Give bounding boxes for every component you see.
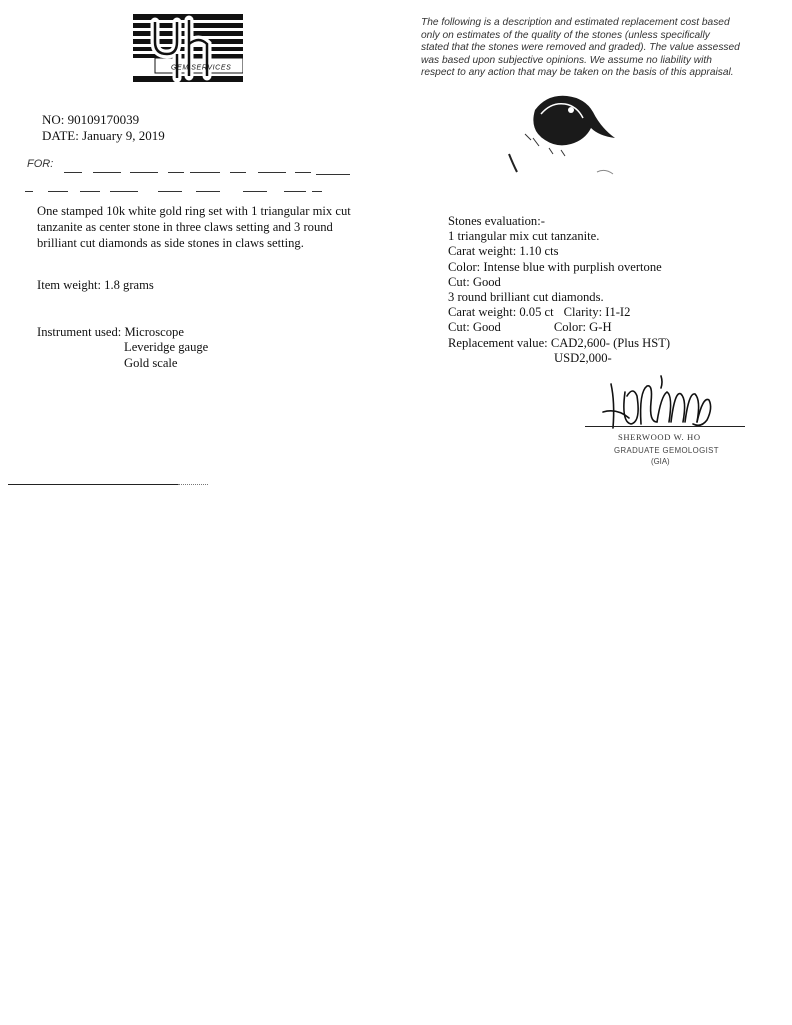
yh-gem-services-logo [133, 14, 243, 84]
blank-line [130, 172, 158, 173]
instrument-item: Microscope [124, 325, 184, 339]
diamonds-desc: 3 round brilliant cut diamonds. [448, 290, 604, 305]
disclaimer-line: was based upon subjective opinions. We assume no liability with [421, 54, 712, 66]
blank-line [312, 191, 322, 192]
logo-tagline: GEM SERVICES [171, 64, 232, 72]
blank-line [230, 172, 246, 173]
signatory-name: SHERWOOD W. HO [618, 432, 701, 442]
diamond-cut: Cut: Good [448, 320, 501, 335]
replacement-value [448, 336, 748, 351]
replacement-usd: USD2,000- [554, 350, 612, 365]
replacement-label: Replacement value: [448, 335, 548, 350]
blank-line [316, 174, 350, 175]
item-weight: Item weight: 1.8 grams [37, 278, 154, 292]
diamond-carat: Carat weight: 0.05 ct [448, 305, 554, 320]
instruments-used [37, 325, 208, 371]
blank-line [158, 191, 182, 192]
stones-evaluation [448, 214, 748, 366]
blank-line [64, 172, 82, 173]
blank-line [93, 172, 121, 173]
tanzanite-color: Color: Intense blue with purplish overtone [448, 259, 662, 274]
blank-line [258, 172, 286, 173]
replacement-cad: CAD2,600- (Plus HST) [550, 335, 671, 350]
blank-line [80, 191, 100, 192]
evaluation-title: Stones evaluation:- [448, 214, 545, 228]
instrument-item: Leveridge gauge [124, 340, 209, 355]
disclaimer-line: The following is a description and estimated replacement cost based [421, 17, 730, 28]
blank-line [168, 172, 184, 173]
blank-line [284, 191, 306, 192]
blank-line [25, 191, 33, 192]
signatory-title: GRADUATE GEMOLOGIST [614, 446, 719, 455]
instrument-item: Gold scale [124, 355, 178, 370]
item-description: One stamped 10k white gold ring set with 1 triangular mix cut tanzanite as center stone in three claws setting and 3 round brilliant cut diamonds as side stones in claws setting. [37, 204, 351, 250]
bottom-rule-dots [178, 484, 208, 486]
signatory-credential: (GIA) [651, 457, 670, 466]
disclaimer-text [421, 17, 751, 80]
diamond-carat-clarity [448, 305, 748, 320]
signature-line [585, 426, 745, 427]
embossed-seal [505, 88, 625, 188]
diamond-clarity: Clarity: I1-I2 [563, 305, 631, 320]
diamond-cut-color [448, 320, 748, 335]
disclaimer-line: stated that the stones were removed and graded). The value assessed [421, 42, 740, 54]
for-label: FOR: [27, 158, 54, 170]
bottom-rule [8, 484, 178, 485]
blank-line [295, 172, 311, 173]
appraisal-date: DATE: January 9, 2019 [42, 128, 165, 143]
diamond-color: Color: G-H [553, 320, 612, 335]
disclaimer-line: only on estimates of the quality of the stones (unless specifically [421, 29, 710, 41]
blank-line [110, 191, 138, 192]
blank-line [243, 191, 267, 192]
instruments-label: Instrument used: [37, 325, 122, 339]
tanzanite-desc: 1 triangular mix cut tanzanite. [448, 229, 600, 244]
blank-line [196, 191, 220, 192]
blank-line [48, 191, 68, 192]
tanzanite-cut: Cut: Good [448, 274, 501, 289]
blank-line [190, 172, 220, 173]
tanzanite-carat: Carat weight: 1.10 cts [448, 244, 559, 259]
disclaimer-line: respect to any action that may be taken on the basis of this appraisal. [421, 67, 734, 79]
appraisal-number: NO: 90109170039 [42, 112, 140, 127]
